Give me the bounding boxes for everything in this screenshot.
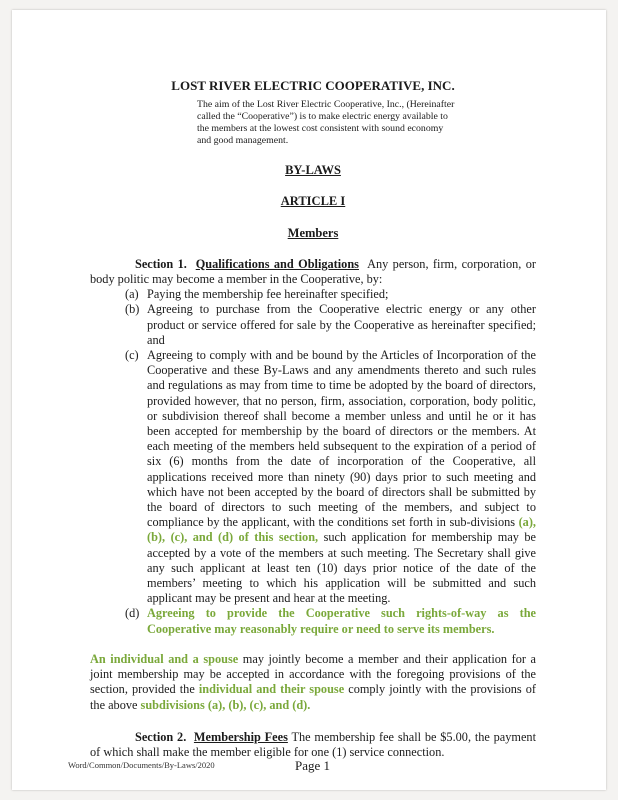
- section-2-title: Membership Fees: [193, 729, 288, 744]
- joint-membership-paragraph: [90, 652, 536, 713]
- section-1-item-list: [90, 287, 536, 637]
- joint-membership-text: may jointly become a member and their application for a joint membership may be accepted in accordance with the foregoing provisions of the section, provided the: [90, 651, 537, 697]
- item-label: (c): [125, 348, 139, 363]
- highlighted-rights-of-way-text: Agreeing to provide the Cooperative such rights-of-way as the Cooperative may reasonably require or need to serve its members.: [147, 606, 536, 636]
- section-1-item-c: [90, 348, 536, 606]
- section-1-item-d: [90, 606, 536, 636]
- section-1-intro: [90, 257, 536, 287]
- section-1-label: Section 1.: [135, 256, 187, 271]
- organization-title: LOST RIVER ELECTRIC COOPERATIVE, INC.: [171, 78, 455, 93]
- item-text-continued: such application for membership may be accepted by a vote of the members at such meeting. The Secretary shall give any such applicant at least ten (10) days prior notice of the date of the members’ meeting to which his application will be submitted and such applicant may be present and hear at the meeting.: [147, 530, 536, 606]
- bylaws-heading: BY-LAWS: [285, 163, 341, 178]
- item-text: Agreeing to comply with and be bound by the Articles of Incorporation of the Cooperative and these By-Laws and any amendments thereto and such rules and regulations as may from time to time be adopted by the board of directors, provided however, that no person, firm, association, corporation, body politic, or subdivision thereof shall become a member unless and until he or it has been accepted for membership by the board of directors or the members. At each meeting of the members held subsequent to the expiration of a period of six (6) months from the date of incorporation of the Cooperative, all applications received more than ninety (90) days prior to such meeting and which have not been accepted by the board of directors shall be submitted by the board of directors to such meeting of the members, and subject to compliance by the applicant, with the conditions set forth in sub-divisions: [147, 348, 536, 530]
- section-2-paragraph: [90, 730, 536, 760]
- article-subject-heading: Members: [287, 225, 339, 240]
- section-1-item-a: [90, 287, 536, 302]
- aim-statement: The aim of the Lost River Electric Cooperative, Inc., (Hereinafter called the “Cooperative”) is to make electric energy available to the members at the lowest cost consistent with sound economy and good management.: [197, 99, 455, 147]
- section-1-intro-text: Any person, firm, corporation, or body politic may become a member in the Cooperative, by:: [90, 256, 536, 287]
- item-label: (b): [125, 302, 140, 317]
- document-body: [90, 78, 536, 760]
- item-text: Agreeing to purchase from the Cooperative electric energy or any other product or service offered for sale by the Cooperative as hereinafter specified; and: [147, 302, 536, 347]
- highlight-individual-spouse: An individual and a spouse: [90, 651, 239, 666]
- highlighted-subdivisions-text: (a), (b), (c), and (d) of this section,: [147, 515, 536, 545]
- item-label: (d): [125, 606, 140, 621]
- section-1-item-b: [90, 302, 536, 348]
- item-text: Paying the membership fee hereinafter specified;: [147, 287, 389, 302]
- joint-membership-text-2: comply jointly with the provisions of the above: [90, 682, 536, 712]
- highlight-individual-their-spouse: individual and their spouse: [198, 682, 345, 697]
- highlight-subdivisions: subdivisions (a), (b), (c), and (d).: [140, 697, 311, 712]
- document-page: [12, 10, 606, 790]
- footer-file-path: Word/Common/Documents/By-Laws/2020: [68, 760, 215, 770]
- section-1-title: Qualifications and Obligations: [195, 256, 359, 271]
- article-heading: ARTICLE I: [280, 194, 346, 209]
- section-2-text: The membership fee shall be $5.00, the payment of which shall make the member eligible for one (1) service connection.: [90, 729, 536, 759]
- footer-page-number: Page 1: [295, 758, 331, 773]
- item-label: (a): [125, 287, 139, 302]
- section-2-label: Section 2.: [135, 729, 187, 744]
